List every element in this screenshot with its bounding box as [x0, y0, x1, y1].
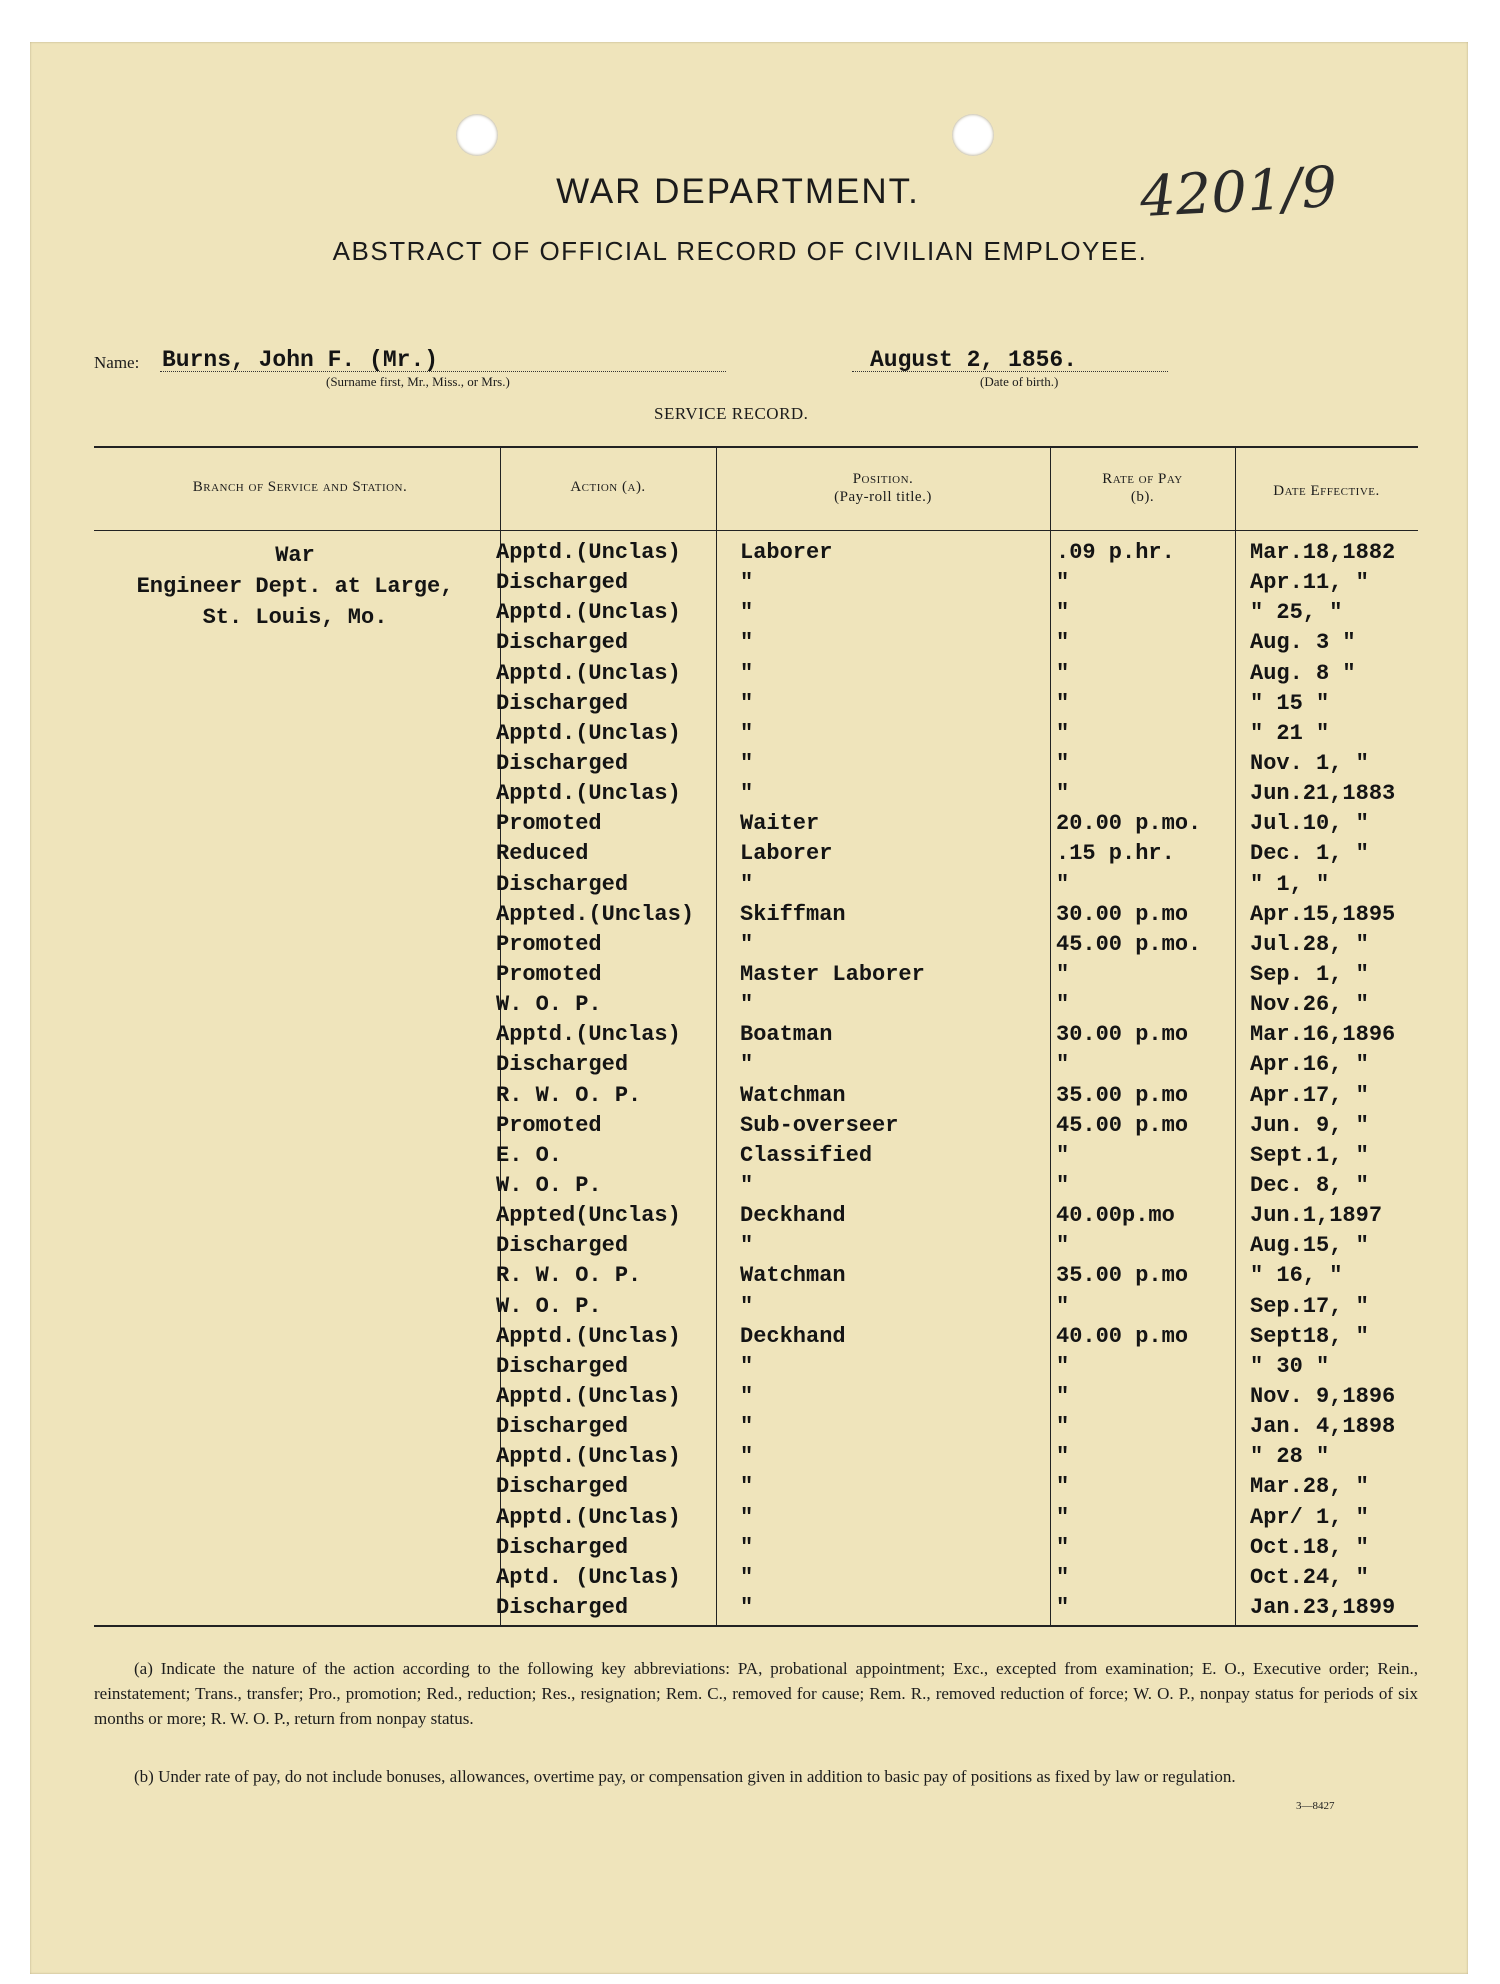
rate-cell: .15 p.hr.	[1056, 841, 1175, 867]
date-cell: Dec. 1, "	[1250, 841, 1369, 867]
date-cell: Aug. 8 "	[1250, 660, 1356, 686]
position-cell: "	[740, 690, 754, 716]
table-row	[0, 1565, 1500, 1595]
date-cell: Nov. 9,1896	[1250, 1383, 1396, 1409]
action-cell: Promoted	[496, 961, 602, 987]
date-cell: Apr.11, "	[1250, 570, 1369, 596]
table-top-rule	[94, 446, 1418, 448]
rate-cell: "	[1056, 1142, 1070, 1168]
rate-cell: "	[1056, 1504, 1070, 1530]
name-underline	[160, 371, 726, 372]
table-row	[0, 1263, 1500, 1293]
rate-cell: "	[1056, 961, 1070, 987]
table-row	[0, 661, 1500, 691]
position-cell: Laborer	[740, 540, 833, 565]
employee-name: Burns, John F. (Mr.)	[162, 347, 439, 373]
action-cell: Apptd.(Unclas)	[496, 1504, 681, 1530]
position-cell: "	[740, 1474, 754, 1500]
section-title: SERVICE RECORD.	[654, 404, 809, 423]
date-cell: " 16, "	[1250, 1263, 1343, 1289]
table-row	[0, 1414, 1500, 1444]
rate-cell: 30.00 p.mo	[1056, 901, 1189, 927]
punch-hole-left	[456, 114, 498, 156]
action-cell: E. O.	[496, 1142, 563, 1168]
position-cell: Master Laborer	[740, 961, 925, 987]
table-row	[0, 1535, 1500, 1565]
action-cell: Discharged	[496, 1474, 629, 1500]
table-row	[0, 841, 1500, 871]
position-cell: Classified	[740, 1142, 873, 1168]
table-row	[0, 570, 1500, 600]
header-rate-sub: (b).	[1130, 489, 1155, 505]
table-row	[0, 691, 1500, 721]
table-row	[0, 962, 1500, 992]
date-cell: Aug.15, "	[1250, 1233, 1369, 1259]
action-cell: Apptd.(Unclas)	[496, 540, 681, 565]
table-bottom-rule	[94, 1625, 1418, 1627]
rate-cell: "	[1056, 1534, 1070, 1560]
action-cell: R. W. O. P.	[496, 1263, 642, 1289]
rate-cell: "	[1056, 1293, 1070, 1319]
dob-hint: (Date of birth.)	[980, 374, 1059, 389]
position-cell: "	[740, 630, 754, 656]
department-title: WAR DEPARTMENT.	[556, 172, 920, 211]
action-cell: Discharged	[496, 570, 629, 596]
table-header-rule	[94, 530, 1418, 531]
rate-cell: 40.00 p.mo	[1056, 1323, 1189, 1349]
position-cell: Watchman	[740, 1082, 846, 1108]
footnote-b: (b) Under rate of pay, do not include bonuses, allowances, overtime pay, or compensation given in addition to basic pay of positions as fixed by law or regulation.	[134, 1767, 1236, 1786]
table-row	[0, 1203, 1500, 1233]
action-cell: Discharged	[496, 1353, 629, 1379]
table-row	[0, 811, 1500, 841]
rate-cell: 45.00 p.mo	[1056, 1112, 1189, 1138]
action-cell: Discharged	[496, 1233, 629, 1259]
form-number: 3—8427	[1296, 1800, 1335, 1812]
position-cell: Laborer	[740, 841, 833, 867]
rate-cell: 30.00 p.mo	[1056, 1022, 1189, 1048]
form-subtitle: ABSTRACT OF OFFICIAL RECORD OF CIVILIAN EMPLOYEE.	[332, 236, 1148, 266]
dob-underline	[852, 371, 1168, 372]
position-cell: Skiffman	[740, 901, 846, 927]
date-cell: Jun.1,1897	[1250, 1203, 1383, 1229]
rate-cell: "	[1056, 1474, 1070, 1500]
action-cell: Apptd.(Unclas)	[496, 1022, 681, 1048]
date-cell: Aug. 3 "	[1250, 630, 1356, 656]
branch-line: Engineer Dept. at Large,	[136, 574, 454, 599]
table-row	[0, 600, 1500, 630]
name-label: Name:	[94, 353, 140, 372]
position-cell: "	[740, 931, 754, 957]
date-cell: Sep.17, "	[1250, 1293, 1369, 1319]
date-cell: Mar.18,1882	[1250, 540, 1396, 565]
rate-cell: "	[1056, 720, 1070, 746]
action-cell: Aptd. (Unclas)	[496, 1564, 681, 1590]
branch-line: War	[275, 543, 315, 568]
rate-cell: 35.00 p.mo	[1056, 1082, 1189, 1108]
rate-cell: "	[1056, 1233, 1070, 1259]
date-cell: Jul.28, "	[1250, 931, 1369, 957]
action-cell: Discharged	[496, 1594, 629, 1620]
action-cell: Discharged	[496, 690, 629, 716]
table-row	[0, 902, 1500, 932]
table-row	[0, 751, 1500, 781]
rate-cell: "	[1056, 1052, 1070, 1078]
table-row	[0, 1324, 1500, 1354]
action-cell: Discharged	[496, 1414, 629, 1440]
table-row	[0, 1113, 1500, 1143]
table-row	[0, 1052, 1500, 1082]
rate-cell: "	[1056, 1414, 1070, 1440]
position-cell: "	[740, 600, 754, 626]
table-row	[0, 932, 1500, 962]
table-row	[0, 1444, 1500, 1474]
position-cell: "	[740, 1594, 754, 1620]
action-cell: Appted(Unclas)	[496, 1203, 681, 1229]
table-row	[0, 1505, 1500, 1535]
date-cell: Oct.18, "	[1250, 1534, 1369, 1560]
header-branch: Branch of Service and Station.	[192, 479, 408, 495]
action-cell: Discharged	[496, 871, 629, 897]
position-cell: "	[740, 781, 754, 807]
file-number: 4201/9	[1138, 154, 1339, 231]
date-cell: Sep. 1, "	[1250, 961, 1369, 987]
position-cell: "	[740, 750, 754, 776]
table-row	[0, 630, 1500, 660]
header-position-sub: (Pay-roll title.)	[834, 489, 932, 505]
position-cell: "	[740, 1564, 754, 1590]
table-row	[0, 1474, 1500, 1504]
date-cell: Nov. 1, "	[1250, 750, 1369, 776]
header-action: Action (a).	[570, 479, 646, 495]
header-date: Date Effective.	[1273, 483, 1380, 499]
table-row	[0, 1595, 1500, 1625]
table-row	[0, 1354, 1500, 1384]
header-position	[716, 470, 1050, 506]
punch-hole-right	[952, 114, 994, 156]
position-cell: "	[740, 1353, 754, 1379]
action-cell: Discharged	[496, 1534, 629, 1560]
position-cell: "	[740, 1504, 754, 1530]
date-cell: Jun. 9, "	[1250, 1112, 1369, 1138]
position-cell: "	[740, 660, 754, 686]
table-row	[0, 1294, 1500, 1324]
action-cell: Apptd.(Unclas)	[496, 600, 681, 626]
name-hint: (Surname first, Mr., Miss., or Mrs.)	[326, 374, 510, 389]
table-row	[0, 721, 1500, 751]
rate-cell: "	[1056, 570, 1070, 596]
header-position-label: Position.	[852, 471, 914, 487]
date-cell: Mar.28, "	[1250, 1474, 1369, 1500]
table-row	[0, 992, 1500, 1022]
date-cell: Jan. 4,1898	[1250, 1414, 1396, 1440]
action-cell: Apptd.(Unclas)	[496, 1383, 681, 1409]
branch-line: St. Louis, Mo.	[202, 605, 388, 630]
date-cell: Apr.16, "	[1250, 1052, 1369, 1078]
position-cell: "	[740, 570, 754, 596]
date-cell: Apr.15,1895	[1250, 901, 1396, 927]
service-record-rows	[0, 540, 1500, 1625]
table-row	[0, 1143, 1500, 1173]
rate-cell: 35.00 p.mo	[1056, 1263, 1189, 1289]
date-cell: Oct.24, "	[1250, 1564, 1369, 1590]
position-cell: Deckhand	[740, 1203, 846, 1229]
rate-cell: "	[1056, 1564, 1070, 1590]
position-cell: "	[740, 1293, 754, 1319]
rate-cell: "	[1056, 750, 1070, 776]
action-cell: W. O. P.	[496, 1172, 602, 1198]
action-cell: W. O. P.	[496, 1293, 602, 1319]
position-cell: Deckhand	[740, 1323, 846, 1349]
rate-cell: "	[1056, 1353, 1070, 1379]
table-row	[0, 1022, 1500, 1052]
action-cell: Appted.(Unclas)	[496, 901, 695, 927]
rate-cell: 20.00 p.mo.	[1056, 811, 1202, 837]
position-cell: "	[740, 1414, 754, 1440]
action-cell: Discharged	[496, 630, 629, 656]
rate-cell: "	[1056, 1444, 1070, 1470]
date-cell: Mar.16,1896	[1250, 1022, 1396, 1048]
date-cell: Dec. 8, "	[1250, 1172, 1369, 1198]
position-cell: "	[740, 1444, 754, 1470]
rate-cell: "	[1056, 1172, 1070, 1198]
date-cell: Sept.1, "	[1250, 1142, 1369, 1168]
date-cell: " 30 "	[1250, 1353, 1330, 1379]
action-cell: R. W. O. P.	[496, 1082, 642, 1108]
date-cell: Apr/ 1, "	[1250, 1504, 1369, 1530]
position-cell: Waiter	[740, 811, 820, 837]
position-cell: "	[740, 1383, 754, 1409]
header-rate-label: Rate of Pay	[1102, 471, 1183, 487]
date-cell: " 28 "	[1250, 1444, 1330, 1470]
rate-cell: "	[1056, 781, 1070, 807]
date-cell: Jul.10, "	[1250, 811, 1369, 837]
position-cell: "	[740, 1233, 754, 1259]
date-cell: " 21 "	[1250, 720, 1330, 746]
date-cell: Jan.23,1899	[1250, 1594, 1396, 1620]
rate-cell: "	[1056, 992, 1070, 1018]
action-cell: Apptd.(Unclas)	[496, 1323, 681, 1349]
table-row	[0, 1384, 1500, 1414]
position-cell: "	[740, 992, 754, 1018]
action-cell: Apptd.(Unclas)	[496, 720, 681, 746]
date-cell: Apr.17, "	[1250, 1082, 1369, 1108]
rate-cell: "	[1056, 1383, 1070, 1409]
action-cell: Apptd.(Unclas)	[496, 1444, 681, 1470]
header-rate	[1050, 470, 1235, 506]
table-row	[0, 872, 1500, 902]
rate-cell: 40.00p.mo	[1056, 1203, 1175, 1229]
position-cell: "	[740, 1052, 754, 1078]
action-cell: Discharged	[496, 1052, 629, 1078]
table-row	[0, 1083, 1500, 1113]
rate-cell: .09 p.hr.	[1056, 540, 1175, 565]
position-cell: "	[740, 720, 754, 746]
position-cell: Boatman	[740, 1022, 833, 1048]
position-cell: "	[740, 871, 754, 897]
rate-cell: "	[1056, 600, 1070, 626]
rate-cell: "	[1056, 690, 1070, 716]
date-cell: " 1, "	[1250, 871, 1330, 897]
action-cell: Apptd.(Unclas)	[496, 660, 681, 686]
date-cell: Jun.21,1883	[1250, 781, 1396, 807]
footnote-a: (a) Indicate the nature of the action according to the following key abbreviations: PA, probational appointment; Exc., excepted from examination; E. O., Executive order; Rein., reinstatement; Trans., transfer; Pro., promotion; Red., reduction; Res., resignation; Rem. C., removed for cause; Rem. R., removed reduction of force; W. O. P., nonpay status for periods of six months or more; R. W. O. P., return from nonpay status.	[94, 1659, 1418, 1728]
date-cell: " 15 "	[1250, 690, 1330, 716]
action-cell: Promoted	[496, 811, 602, 837]
rate-cell: "	[1056, 1594, 1070, 1620]
table-row	[0, 540, 1500, 570]
table-row	[0, 781, 1500, 811]
rate-cell: "	[1056, 630, 1070, 656]
action-cell: Promoted	[496, 1112, 602, 1138]
date-cell: " 25, "	[1250, 600, 1343, 626]
table-row	[0, 1173, 1500, 1203]
position-cell: Watchman	[740, 1263, 846, 1289]
action-cell: Discharged	[496, 750, 629, 776]
rate-cell: "	[1056, 660, 1070, 686]
rate-cell: 45.00 p.mo.	[1056, 931, 1202, 957]
rate-cell: "	[1056, 871, 1070, 897]
action-cell: Reduced	[496, 841, 589, 867]
position-cell: "	[740, 1172, 754, 1198]
action-cell: Apptd.(Unclas)	[496, 781, 681, 807]
date-cell: Sept18, "	[1250, 1323, 1369, 1349]
action-cell: Promoted	[496, 931, 602, 957]
table-row	[0, 1233, 1500, 1263]
date-cell: Nov.26, "	[1250, 992, 1369, 1018]
position-cell: "	[740, 1534, 754, 1560]
action-cell: W. O. P.	[496, 992, 602, 1018]
date-of-birth: August 2, 1856.	[870, 347, 1078, 373]
position-cell: Sub-overseer	[740, 1112, 899, 1138]
